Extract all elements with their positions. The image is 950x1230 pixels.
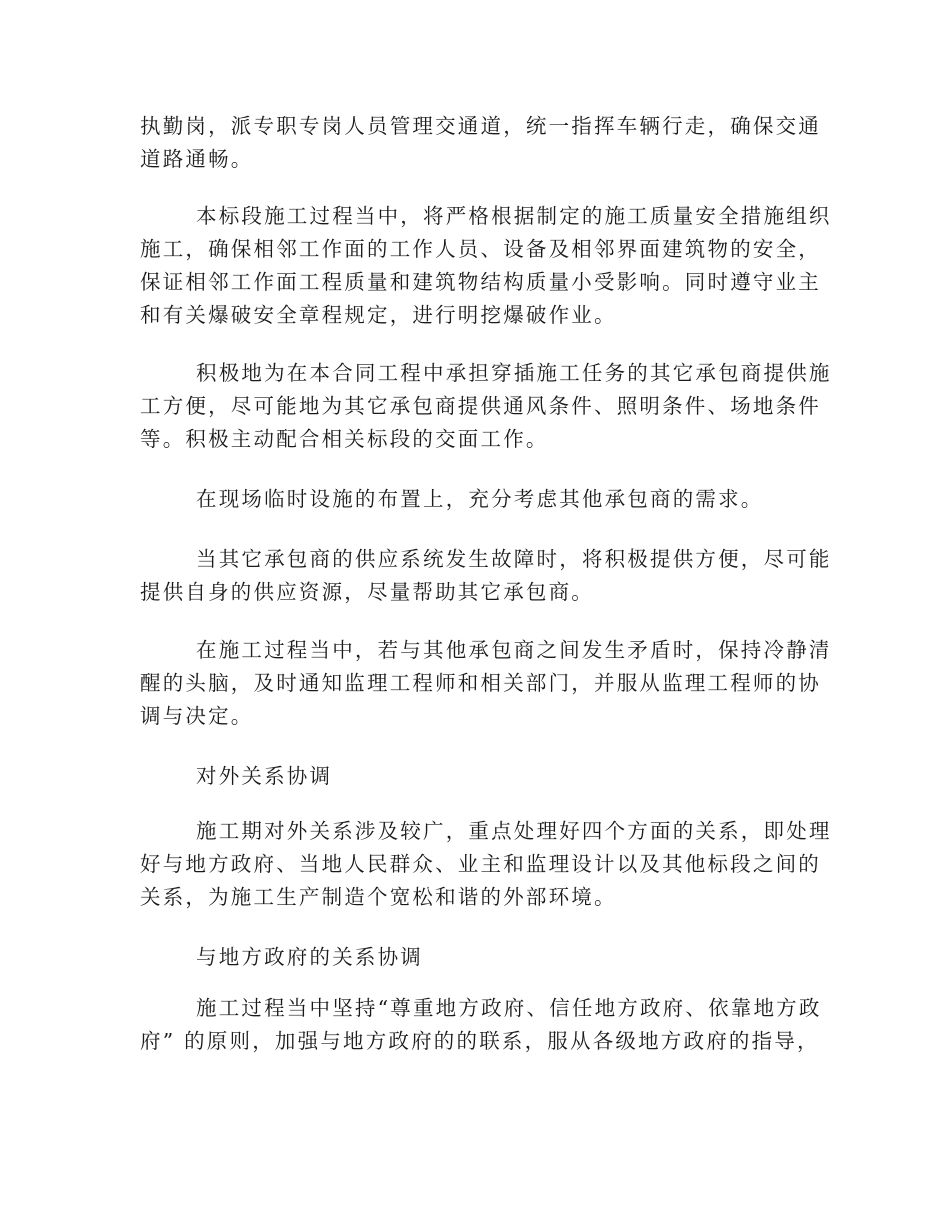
text-line: 醒的头脑，及时通知监理工程师和相关部门，并服从监理工程师的协 [140, 671, 821, 695]
text-line: 在现场临时设施的布置上，充分考虑其他承包商的需求。 [196, 487, 764, 511]
text-line: 和有关爆破安全章程规定，进行明挖爆破作业。 [140, 303, 617, 327]
text-line: 关系，为施工生产制造个宽松和谐的外部环境。 [140, 885, 617, 909]
text-line: 积极地为在本合同工程中承担穿插施工任务的其它承包商提供施 [196, 361, 832, 385]
text-line: 施工过程当中坚持“尊重地方政府、信任地方政府、依靠地方政 [196, 996, 822, 1020]
text-line: 工方便，尽可能地为其它承包商提供通风条件、照明条件、场地条件 [140, 394, 821, 418]
text-line: 好与地方政府、当地人民群众、业主和监理设计以及其他标段之间的 [140, 852, 821, 876]
text-line: 施工期对外关系涉及较广，重点处理好四个方面的关系，即处理 [196, 819, 832, 843]
text-line: 当其它承包商的供应系统发生故障时，将积极提供方便，尽可能 [196, 547, 832, 571]
text-line: 保证相邻工作面工程质量和建筑物结构质量小受影响。同时遵守业主 [140, 270, 821, 294]
text-line: 府” 的原则，加强与地方政府的的联系，服从各级地方政府的指导， [140, 1029, 820, 1053]
text-line: 等。积极主动配合相关标段的交面工作。 [140, 427, 549, 451]
text-line: 施工，确保相邻工作面的工作人员、设备及相邻界面建筑物的安全， [140, 237, 821, 261]
text-line: 本标段施工过程当中，将严格根据制定的施工质量安全措施组织 [196, 204, 832, 228]
text-line: 与地方政府的关系协调 [196, 945, 423, 969]
text-line: 道路通畅。 [140, 147, 254, 171]
text-line: 调与决定。 [140, 704, 254, 728]
text-line: 在施工过程当中，若与其他承包商之间发生矛盾时，保持冷静清 [196, 638, 832, 662]
text-line: 对外关系协调 [196, 764, 333, 788]
text-line: 执勤岗，派专职专岗人员管理交通道，统一指挥车辆行走，确保交通 [140, 114, 821, 138]
text-line: 提供自身的供应资源，尽量帮助其它承包商。 [140, 580, 594, 604]
